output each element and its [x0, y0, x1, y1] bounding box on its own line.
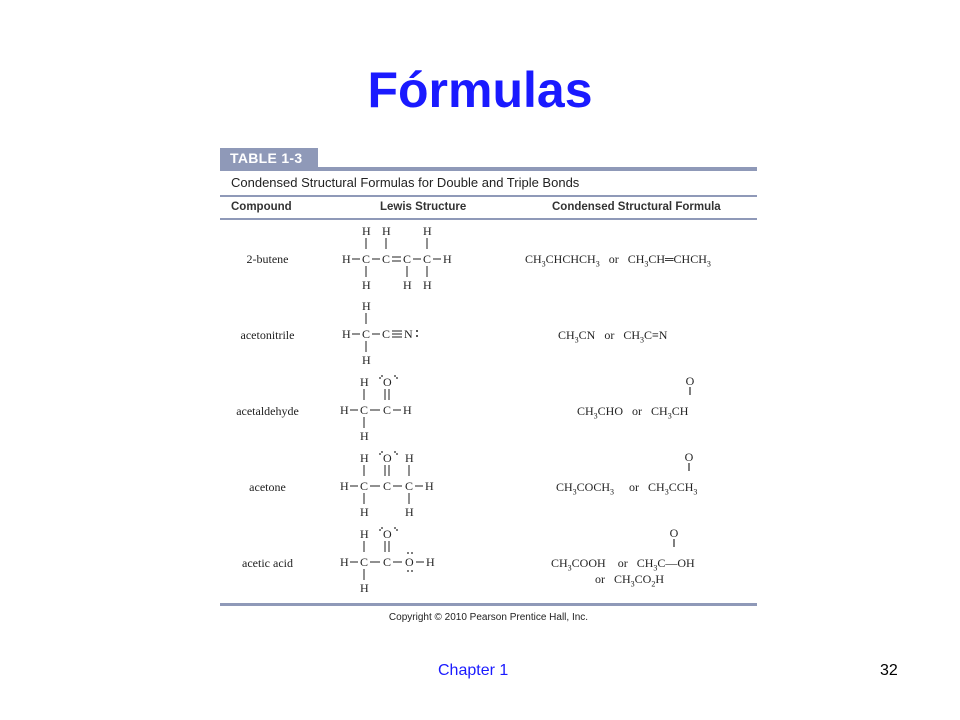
formula-acetaldehyde: [577, 374, 695, 421]
svg-text:C: C: [405, 479, 414, 493]
connector-2-acetic-acid: or: [595, 572, 605, 586]
svg-text:C: C: [403, 252, 412, 266]
svg-text:H: H: [340, 403, 349, 417]
svg-text:O: O: [405, 555, 414, 569]
connector-1-acetic-acid: or: [617, 556, 628, 570]
svg-text:H: H: [405, 505, 414, 519]
svg-text:H: H: [342, 327, 351, 341]
col-header-compound: Compound: [231, 201, 292, 213]
formula-2-2-butene: $CH_3CH═CHCH_3$: [627, 252, 711, 269]
svg-text:H: H: [382, 224, 391, 238]
col-header-lewis: Lewis Structure: [380, 201, 467, 213]
carbonyl-acetic-acid: O ‖: [669, 526, 679, 550]
row-name-acetone: acetone: [249, 480, 286, 494]
svg-text:H: H: [403, 403, 412, 417]
connector-acetaldehyde: or: [632, 404, 643, 418]
lewis-structure-2-butene: [330, 223, 495, 293]
svg-text:H: H: [360, 581, 369, 595]
svg-text:C: C: [382, 252, 391, 266]
svg-text:H: H: [362, 224, 371, 238]
carbonyl-acetaldehyde: O ‖: [685, 374, 695, 398]
carbonyl-acetone: O ‖: [684, 450, 694, 474]
formula-acetone: [556, 450, 698, 497]
table-caption: Condensed Structural Formulas for Double and Triple Bonds: [231, 175, 580, 190]
lewis-acetic-acid: [330, 526, 495, 600]
svg-text:H: H: [360, 375, 369, 389]
svg-text:C: C: [382, 327, 391, 341]
formula-2-acetaldehyde: $CH_3CH$: [651, 404, 689, 421]
svg-text:O: O: [383, 527, 392, 541]
svg-text:H: H: [360, 451, 369, 465]
svg-text:O: O: [383, 375, 392, 389]
formula-2-butene: [525, 252, 711, 268]
svg-text:C: C: [360, 555, 369, 569]
svg-text:H: H: [443, 252, 452, 266]
lewis-acetaldehyde: [330, 374, 495, 448]
lewis-structure-acetonitrile: [330, 300, 495, 370]
table-tag: TABLE 1-3: [220, 148, 318, 168]
svg-text:H: H: [405, 451, 414, 465]
copyright-notice: Copyright © 2010 Pearson Prentice Hall, Inc.: [388, 612, 589, 623]
formula-acetonitrile: [558, 328, 667, 344]
formula-1-acetaldehyde: $CH_3CHO$: [577, 404, 624, 421]
formula-1-acetone: $CH_3COCH_3$: [556, 480, 615, 497]
page-number: 32: [880, 662, 898, 679]
svg-text:N: N: [404, 327, 413, 341]
row-name-acetonitrile: acetonitrile: [240, 328, 295, 342]
table-bottom-rule: [220, 603, 757, 606]
svg-text:C: C: [362, 327, 371, 341]
svg-text:O: O: [383, 451, 392, 465]
svg-text:H: H: [360, 505, 369, 519]
table-1-3: [220, 148, 757, 630]
lewis-structure-acetone: [330, 450, 495, 520]
svg-text:H: H: [362, 299, 371, 313]
svg-text:H: H: [340, 479, 349, 493]
svg-text:H: H: [362, 353, 371, 367]
formula-acetic-acid: [551, 526, 695, 589]
svg-text:H: H: [423, 224, 432, 238]
svg-text:C: C: [360, 403, 369, 417]
svg-text:H: H: [403, 278, 412, 292]
header-bottom-rule: [220, 218, 757, 220]
slide-title: Fórmulas: [367, 62, 593, 118]
lewis-acetone: [330, 450, 495, 524]
formula-1-acetic-acid: $CH_3COOH$: [551, 556, 606, 573]
connector-acetonitrile: or: [604, 328, 615, 342]
svg-text:H: H: [425, 479, 434, 493]
svg-text:C: C: [383, 555, 392, 569]
formula-3-acetic-acid: $CH_3CO_2H$: [614, 572, 665, 589]
row-name-2-butene: 2-butene: [246, 252, 289, 266]
lewis-acetonitrile: [330, 300, 495, 374]
formula-1-acetonitrile: $CH_3CN$: [558, 328, 596, 345]
svg-text:C: C: [362, 252, 371, 266]
svg-text:H: H: [423, 278, 432, 292]
row-name-acetaldehyde: acetaldehyde: [236, 404, 299, 418]
svg-text:H: H: [360, 527, 369, 541]
connector-2-butene: or: [608, 252, 619, 266]
formula-1-2-butene: $CH_3CHCHCH_3$: [525, 252, 600, 269]
svg-text:C: C: [383, 403, 392, 417]
svg-text:C: C: [360, 479, 369, 493]
svg-text:C: C: [423, 252, 432, 266]
table-top-rule: [220, 167, 757, 171]
svg-text:C: C: [383, 479, 392, 493]
formula-2-acetonitrile: $CH_3C\equiv N$: [623, 328, 668, 345]
svg-text:H: H: [426, 555, 435, 569]
lewis-2-butene: [330, 223, 495, 297]
col-header-formula: Condensed Structural Formula: [552, 201, 721, 213]
formula-2-acetic-acid: $CH_3C—OH$: [636, 556, 695, 573]
formula-2-acetone: $CH_3CCH_3$: [648, 480, 698, 497]
lewis-structure-acetic-acid: [330, 526, 495, 596]
footer-chapter: Chapter 1: [438, 662, 509, 679]
svg-text:H: H: [340, 555, 349, 569]
lewis-structure-acetaldehyde: [330, 374, 495, 444]
svg-text:H: H: [362, 278, 371, 292]
row-name-acetic-acid: acetic acid: [242, 556, 293, 570]
svg-text:H: H: [360, 429, 369, 443]
connector-acetone: or: [629, 480, 640, 494]
svg-text:H: H: [342, 252, 351, 266]
header-top-rule: [220, 195, 757, 197]
